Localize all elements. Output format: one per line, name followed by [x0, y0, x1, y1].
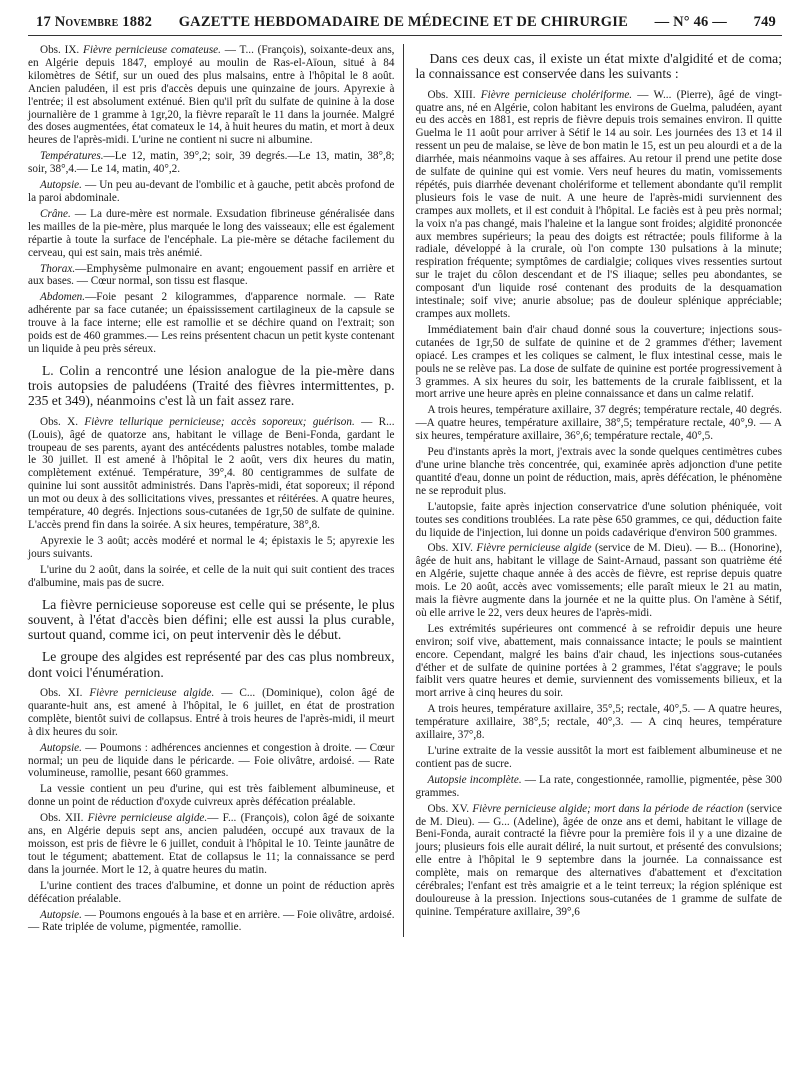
paragraph-text: (service de M. Dieu). — G... (Adeline), âgée de onze ans et demi, habitant le village de Beni-Fonda, aurait contracté la fièvre pour la première fois il y a une dizaine de jours; plusieurs fois elle aurait déliré, la nuit surtout, et présenté des convulsions; elle entre à l'hôpital le 9 septembre dans la journée. La connaissance est complète, mais on remarque des alternatives d'abattement et d'excitation cérébrales; l'enfant est très amaigrie et a le teint terreux; la région splénique est douloureuse à la pression. Injections sous-cutanées de 1 gramme de sulfate de quinine. Température axillaire, 39°,6: [415, 802, 782, 918]
paragraph-text: L'urine contient des traces d'albumine, et donne un point de réduction après défécation préalable.: [28, 879, 395, 905]
paragraph-heading: Autopsie.: [40, 908, 82, 921]
paragraph-text: — La dure-mère est normale. Exsudation fibrineuse généralisée dans les mailles de la pie-mère, plus marquée le long des vaisseaux; elle est également répartie à toute la surface de l'encéphale. La pie-mère se détache facilement du cerveau, qui est sain, mais très anémié.: [28, 207, 395, 259]
observation-paragraph: [415, 501, 782, 540]
observation-paragraph: [28, 687, 395, 739]
paragraph-text: —Emphysème pulmonaire en avant; engouement passif en arrière et aux bases. — Cœur normal, son tissu est flasque.: [28, 262, 395, 288]
paragraph-text: L'autopsie, faite après injection conservatrice d'une solution phéniquée, voit toutes ses conditions troublées. La rate pèse 650 grammes, ce qui, déduction faite du liquide de l'injection, lui donne un poids cadavérique d'environ 500 grammes.: [415, 500, 782, 539]
paragraph-text: La fièvre pernicieuse soporeuse est celle qui se présente, le plus souvent, à l'état d'accès bien défini; elle est aussi la plus curable, surtout quand, comme ici, on peut intervenir dès le début.: [28, 596, 395, 643]
observation-paragraph: [415, 324, 782, 401]
observation-number: Obs. XIII.: [427, 88, 481, 101]
issue-number: — N° 46 —: [654, 14, 728, 30]
paragraph-heading: Températures.: [40, 150, 104, 163]
paragraph-heading: Fièvre pernicieuse comateuse.: [83, 44, 221, 56]
issue-date: 17 Novembre 1882: [36, 14, 153, 30]
observation-paragraph: [28, 909, 395, 935]
observation-paragraph: [28, 812, 395, 877]
observation-paragraph: [415, 446, 782, 498]
paragraph-text: — F... (François), colon âgé de soixante ans, en Algérie depuis sept ans, ancien paludéen, occupé aux travaux de la moisson, est pris de fièvre le 6 juillet, conduit à l'hôpital le 10. Teinte jaunâtre de tout le tégument; abattement. Etat de collapsus le 11; la connaissance se perd dans la journée. Mort le 12, à quatre heures du matin.: [28, 812, 395, 876]
paragraph-text: — Un peu au-devant de l'ombilic et à gauche, petit abcès profond de la paroi abdominale.: [28, 179, 395, 204]
observation-paragraph: [28, 880, 395, 906]
observation-paragraph: [415, 745, 782, 771]
observation-number: Obs. XIV.: [427, 542, 477, 555]
paragraph-text: — C... (Dominique), colon âgé de quarante-huit ans, est amené à l'hôpital, le 6 juillet, en état de prostration complète, bientôt suivi de collapsus. Entré à trois heures de l'après-midi, il meurt à dix heures du soir.: [28, 687, 395, 738]
paragraph-text: —Le 12, matin, 39°,2; soir, 39 degrés.—Le 13, matin, 38°,8; soir, 38°,4.— Le 14, matin, 40°,2.: [28, 150, 395, 176]
observation-paragraph: [415, 774, 782, 800]
right-column: [415, 44, 782, 937]
observation-paragraph: [28, 179, 395, 205]
commentary-paragraph: [28, 649, 395, 680]
paragraph-text: Apyrexie le 3 août; accès modéré et normal le 4; épistaxis le 5; apyrexie les jours suivants.: [28, 534, 395, 560]
observation-number: Obs. X.: [40, 415, 85, 428]
paragraph-text: Immédiatement bain d'air chaud donné sous la couverture; injections sous-cutanées de 1gr,50 de sulfate de quinine et de 2 grammes d'éther; lavement opiacé. Les crampes et les coliques se calment, le flux intestinal cesse, mais le pouls ne se relève pas. La dose de sulfate de quinine est portée progressivement à 3 grammes. A six heures du soir, les battements de la crurale faiblissent, et la mort arrive une heure après en pleine connaissance et dans un calme relatif.: [415, 323, 782, 401]
paragraph-text: A trois heures, température axillaire, 37 degrés; température rectale, 40 degrés.—A quatre heures, température axillaire, 38°,5; température rectale, 40°,9. — A six heures, température axillaire, 36°,6; température rectale, 40°,5.: [415, 404, 782, 443]
paragraph-heading: Abdomen.: [40, 291, 86, 304]
running-header: [28, 14, 782, 36]
column-divider: [403, 44, 404, 937]
observation-paragraph: [415, 703, 782, 742]
paragraph-heading: Autopsie incomplète.: [427, 773, 522, 786]
paragraph-text: — T... (François), soixante-deux ans, en Algérie depuis 1847, employé au moulin de Ras-el-Aïoun, situé à 84 kilomètres de Sétif, sur un oued des plus malsains, entre à l'hôpital le 8 août. Ancien paludéen, il est pris d'accès depuis une quinzaine de jours. Apyrexie à l'entrée; il est absolument exténué. Bien qu'il prît du sulfate de quinine à la dose journalière de 1 gramme à 1gr,20, la fièvre reparaît le 11 dans la journée. Malgré des doses augmentées, état comateux le 14, à huit heures du matin, et mort à deux heures de l'après-midi. L'urine ne contient ni sucre ni albumine.: [28, 44, 395, 147]
paragraph-text: Peu d'instants après la mort, j'extrais avec la sonde quelques centimètres cubes d'une urine blanche très concentrée, qui, examinée après adjonction d'une petite quantité d'eau, donne un point de réduction, mais, après défécation, le phénomène ne se reproduit plus.: [415, 446, 782, 497]
page-number: 749: [753, 14, 776, 30]
observation-number: Obs. XV.: [427, 802, 473, 815]
paragraph-heading: Crâne.: [40, 207, 71, 220]
observation-paragraph: [28, 263, 395, 289]
observation-number: Obs. IX.: [40, 44, 83, 56]
commentary-paragraph: [28, 363, 395, 409]
observation-paragraph: [28, 742, 395, 781]
paragraph-text: — W... (Pierre), âgé de vingt-quatre ans, né en Algérie, colon habitant les environs de Guelma, paludéen, ayant eu des accès en 1881, est repris de fièvre depuis trois semaines environ. Il quitte Guelma le 11 août pour arriver à Sétif le 14 au soir. Les journées des 13 et 14 il ressent un peu de malaise, se lève de bon matin le 15, est un peu alourdi et a de la diarrhée, mais néanmoins vaque à ses affaires. Au retour il prend une petite dose de sulfate de quinine qui est vomie. Vers neuf heures du matin, vomissements répétés, puis diarrhée devenant cholériforme et tellement abondante qu'il remplit plusieurs fois le vase de nuit. A une heure de l'après-midi surviennent des crampes aux mollets, et il est conduit à l'hôpital. Le faciès est à peu près normal; la voix n'a pas changé, mais l'haleine et la langue sont froides; algidité prononcée aux membres supérieurs; la peau des doigts est rétractée; pouls filiforme à la radiale, développé à la crurale, où l'on compte 130 pulsations à la minute; respiration fréquente; symptômes de cardialgie; coliques vives ressenties surtout sur le trajet du côlon descendant et de l'S iliaque; selles peu abondantes, se composant d'un liquide rosé contenant des produits de la desquamation intestinale; soif vive; anurie absolue; pas de douleur splénique appréciable; crampes aux mollets.: [415, 88, 782, 320]
paragraph-text: Dans ces deux cas, il existe un état mixte d'algidité et de coma; la connaissance est conservée dans les suivants :: [415, 51, 782, 82]
paragraph-heading: Fièvre tellurique pernicieuse; accès soporeux; guérison.: [84, 415, 355, 428]
observation-paragraph: [28, 150, 395, 176]
paragraph-text: L'urine extraite de la vessie aussitôt la mort est faiblement albumineuse et ne contient pas de sucre.: [415, 745, 782, 770]
paragraph-heading: Autopsie.: [40, 741, 82, 754]
paragraph-text: — La rate, congestionnée, ramollie, pigmentée, pèse 300 grammes.: [415, 773, 782, 799]
paragraph-text: L. Colin a rencontré une lésion analogue de la pie-mère dans trois autopsies de paludéens (Traité des fièvres intermittentes, p. 235 et 349), néanmoins c'est là un fait assez rare.: [28, 362, 395, 409]
observation-paragraph: [28, 416, 395, 532]
commentary-paragraph: [28, 597, 395, 643]
paragraph-heading: Autopsie.: [40, 179, 82, 192]
observation-number: Obs. XI.: [40, 687, 90, 699]
observation-paragraph: [28, 291, 395, 356]
paragraph-text: (service de M. Dieu). — B... (Honorine), âgée de huit ans, habitant le village de Saint-Arnaud, passant son quatrième été en Algérie, sujette chaque année à des accès de fièvre, est reprise depuis quatre mois. Le 20 août, accès avec vomissements; elle paraît mieux le 21 au matin, mais la fièvre augmente dans la journée et ne la quitte plus. On l'amène à Sétif, où elle arrive le 22, vers deux heures de l'après-midi.: [415, 542, 782, 619]
observation-paragraph: [415, 623, 782, 700]
paragraph-text: A trois heures, température axillaire, 35°,5; rectale, 40°,5. — A quatre heures, température axillaire, 38°,5; rectale, 40°,3. — A cinq heures, température axillaire, 37°,8.: [415, 703, 782, 742]
paragraph-heading: Fièvre pernicieuse algide: [476, 542, 592, 555]
observation-paragraph: [28, 564, 395, 590]
paragraph-heading: Fièvre pernicieuse cholériforme.: [480, 88, 633, 101]
observation-paragraph: [415, 89, 782, 321]
journal-title: GAZETTE HEBDOMADAIRE DE MÉDECINE ET DE CHIRURGIE: [178, 14, 628, 30]
observation-paragraph: [415, 542, 782, 619]
observation-paragraph: [415, 404, 782, 443]
paragraph-text: La vessie contient un peu d'urine, qui est très faiblement albumineuse, et donne un point de réduction d'oxyde cuivreux après défécation préalable.: [28, 783, 395, 809]
paragraph-heading: Fièvre pernicieuse algide.: [89, 687, 215, 699]
observation-paragraph: [415, 803, 782, 919]
observation-paragraph: [28, 783, 395, 809]
paragraph-text: Le groupe des algides est représenté par des cas plus nombreux, dont voici l'énumération.: [28, 649, 395, 680]
observation-paragraph: [28, 208, 395, 260]
left-column: [28, 44, 395, 937]
paragraph-text: — R... (Louis), âgé de quatorze ans, habitant le village de Beni-Fonda, gardant le troupeau de ses parents, ayant des antécédents palustres notables, tombe malade le 30 juillet. Il est amené à l'hôpital le 2 août, vers dix heures du matin, complètement exténué. Température, 39°,4. 80 centigrammes de sulfate de quinine lui sont aussitôt administrés. Dans l'après-midi, état soporeux; il répond un mot ou deux à des sollicitations vives, pressantes et réitérées. A quatre heures, température, 40 degrés. Injections sous-cutanées de 1gr,50 de sulfate de quinine. L'accès prend fin dans la soirée. A six heures, température, 38°,8.: [28, 415, 395, 531]
paragraph-text: — Poumons engoués à la base et en arrière. — Foie olivâtre, ardoisé. — Rate triplée de volume, pigmentée, ramollie.: [28, 908, 395, 934]
paragraph-text: Les extrémités supérieures ont commencé à se refroidir depuis une heure environ; soif vive, abattement, mais connaissance intacte; le pouls se maintient encore. Cependant, malgré les bains d'air chaud, les injections sous-cutanées d'éther et de sulfate de quinine portées à 2 grammes, l'état s'aggrave; le pouls faiblit vers quatre heures et demie, surviennent des vomissements bilieux, et la mort arrive à cinq heures du soir.: [415, 622, 782, 700]
paragraph-text: — Poumons : adhérences anciennes et congestion à droite. — Cœur normal; un peu de liquide dans le péricarde. — Foie olivâtre, ardoisé. — Rate volumineuse, ramollie, pesant 660 grammes.: [28, 741, 395, 780]
observation-paragraph: [28, 535, 395, 561]
observation-paragraph: [28, 44, 395, 147]
paragraph-text: —Foie pesant 2 kilogrammes, d'apparence normale. — Rate adhérente par sa face cutanée; un épaississement cartilagineux de la capsule se trouve à la face interne; elle est ramollie et se déchire quand on l'extrait; son poids est de 460 grammes.— Les reins présentent chacun un petit kyste contenant un liquide à peu près séreux.: [28, 291, 395, 355]
paragraph-text: L'urine du 2 août, dans la soirée, et celle de la nuit qui suit contient des traces d'albumine, mais pas de sucre.: [28, 563, 395, 589]
observation-number: Obs. XII.: [40, 812, 88, 825]
paragraph-heading: Fièvre pernicieuse algide.: [87, 812, 208, 825]
paragraph-heading: Fièvre pernicieuse algide; mort dans la période de réaction: [472, 802, 744, 815]
paragraph-heading: Thorax.: [40, 262, 76, 275]
commentary-paragraph: [415, 51, 782, 82]
